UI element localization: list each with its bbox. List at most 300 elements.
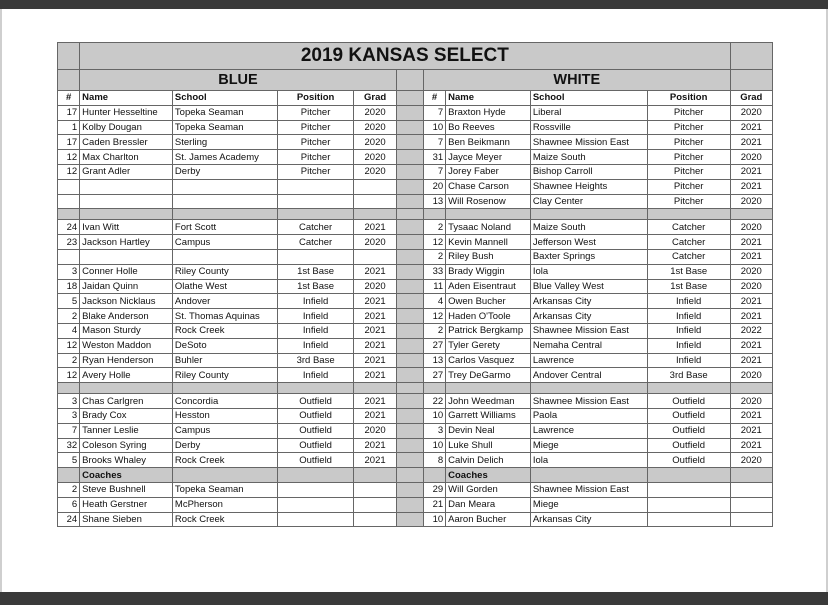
white-cell-position: Infield [647,323,730,338]
blue-cell-name: Grant Adler [80,164,173,179]
separator-cell [58,383,80,394]
white-cell-grad: 2021 [730,249,772,264]
blue-cell-name: Weston Maddon [80,338,173,353]
white-cell-grad: 2021 [730,353,772,368]
white-cell-position: Pitcher [647,120,730,135]
blue-cell-name [80,179,173,194]
column-divider [396,294,423,309]
white-header-school: School [530,91,647,106]
column-divider [396,264,423,279]
blue-cell-number: 4 [58,323,80,338]
white-cell-position: Catcher [647,249,730,264]
separator-cell [423,209,445,220]
blue-cell-school [172,249,277,264]
table-row [58,323,773,338]
table-row [58,179,773,194]
blue-cell-name: Blake Anderson [80,309,173,324]
blue-cell-school: Campus [172,235,277,250]
white-cell-name: Jayce Meyer [446,150,531,165]
blue-cell-position: Outfield [277,408,354,423]
column-divider [396,235,423,250]
white-header-grad: Grad [730,91,772,106]
blue-cell-grad [354,249,396,264]
blue-coaches-label-spacer [58,468,80,483]
column-divider [396,368,423,383]
blue-cell-name: Jaidan Quinn [80,279,173,294]
blue-cell-position: Pitcher [277,150,354,165]
separator-cell [396,383,423,394]
blue-coach-school: McPherson [172,497,277,512]
blue-cell-grad: 2021 [354,323,396,338]
separator-cell [354,383,396,394]
white-cell-name: Haden O'Toole [446,309,531,324]
blue-cell-school: Buhler [172,353,277,368]
column-divider [396,468,423,483]
blue-cell-grad [354,194,396,209]
white-cell-position: Outfield [647,453,730,468]
separator-cell [647,383,730,394]
blue-cell-grad: 2021 [354,264,396,279]
blue-cell-name: Jackson Nicklaus [80,294,173,309]
white-cell-position: Pitcher [647,179,730,194]
white-cell-school: Shawnee Mission East [530,394,647,409]
white-cell-school: Andover Central [530,368,647,383]
white-cell-number: 7 [423,105,445,120]
blue-cell-number: 12 [58,338,80,353]
blue-cell-name: Caden Bressler [80,135,173,150]
white-cell-school: Rossville [530,120,647,135]
white-cell-school: Jefferson West [530,235,647,250]
blue-cell-name: Kolby Dougan [80,120,173,135]
table-row [58,453,773,468]
blue-cell-number: 12 [58,368,80,383]
blue-cell-school: Rock Creek [172,453,277,468]
blue-cell-school: DeSoto [172,338,277,353]
white-cell-grad: 2020 [730,150,772,165]
coach-row [58,497,773,512]
white-cell-school: Maize South [530,150,647,165]
white-coach-school: Miege [530,497,647,512]
white-cell-school: Miege [530,438,647,453]
white-cell-school: Maize South [530,220,647,235]
white-cell-school: Blue Valley West [530,279,647,294]
blue-cell-number: 17 [58,135,80,150]
white-coach-school: Shawnee Mission East [530,482,647,497]
blue-header-grad: Grad [354,91,396,106]
white-cell-position: 1st Base [647,264,730,279]
blue-cell-school: Sterling [172,135,277,150]
table-row [58,423,773,438]
column-divider [396,164,423,179]
separator-cell [730,383,772,394]
table-row [58,235,773,250]
team-divider-cell [396,70,423,91]
blue-cell-number: 3 [58,408,80,423]
table-row [58,220,773,235]
white-cell-number: 3 [423,423,445,438]
blue-cell-position: Outfield [277,453,354,468]
blue-coaches-label: Coaches [80,468,173,483]
roster-table [57,42,773,527]
blue-cell-school: Riley County [172,368,277,383]
blue-cell-school: Derby [172,438,277,453]
blue-cell-school: Campus [172,423,277,438]
blue-header-school: School [172,91,277,106]
table-row [58,438,773,453]
white-cell-name: Tyler Gerety [446,338,531,353]
blue-cell-school: Topeka Seaman [172,105,277,120]
coach-row [58,512,773,527]
white-cell-name: Trey DeGarmo [446,368,531,383]
white-cell-number: 12 [423,235,445,250]
team-right-cell [730,70,772,91]
white-cell-name: Will Rosenow [446,194,531,209]
blue-cell-name: Chas Carlgren [80,394,173,409]
blue-cell-grad: 2020 [354,105,396,120]
white-cell-name: John Weedman [446,394,531,409]
blue-cell-name: Ivan Witt [80,220,173,235]
white-cell-position: Infield [647,294,730,309]
blue-coach-school: Topeka Seaman [172,482,277,497]
white-cell-grad: 2020 [730,368,772,383]
coach-row [58,482,773,497]
column-divider [396,323,423,338]
separator-cell [354,209,396,220]
column-divider [396,150,423,165]
blue-cell-name: Coleson Syring [80,438,173,453]
blue-cell-grad: 2020 [354,135,396,150]
blue-cell-grad: 2020 [354,423,396,438]
column-divider [396,279,423,294]
blue-header-position: Position [277,91,354,106]
column-divider [396,194,423,209]
white-cell-position: Catcher [647,220,730,235]
separator-cell [446,209,531,220]
white-cell-number: 2 [423,323,445,338]
blue-cell-school [172,179,277,194]
group-separator-row [58,209,773,220]
white-cell-number: 7 [423,164,445,179]
white-cell-grad: 2020 [730,453,772,468]
white-coaches-label-fill [730,468,772,483]
white-coach-name: Dan Meara [446,497,531,512]
white-cell-school: Baxter Springs [530,249,647,264]
blue-cell-position: 1st Base [277,264,354,279]
white-cell-position: Pitcher [647,194,730,209]
blue-cell-school: Hesston [172,408,277,423]
white-cell-name: Jorey Faber [446,164,531,179]
white-cell-name: Garrett Williams [446,408,531,423]
separator-cell [730,209,772,220]
white-cell-number: 13 [423,194,445,209]
white-coach-empty [730,482,772,497]
white-cell-school: Nemaha Central [530,338,647,353]
white-cell-position: Outfield [647,408,730,423]
blue-coach-empty [354,512,396,527]
blue-cell-name: Max Charlton [80,150,173,165]
blue-coach-number: 2 [58,482,80,497]
blue-cell-school: Concordia [172,394,277,409]
white-coaches-label-fill [530,468,647,483]
white-cell-name: Owen Bucher [446,294,531,309]
blue-cell-grad: 2021 [354,368,396,383]
white-header-position: Position [647,91,730,106]
white-cell-number: 31 [423,150,445,165]
blue-cell-name: Hunter Hesseltine [80,105,173,120]
blue-header-name: Name [80,91,173,106]
white-cell-grad: 2021 [730,135,772,150]
column-divider [396,482,423,497]
white-cell-school: Paola [530,408,647,423]
blue-cell-grad: 2020 [354,235,396,250]
page-left-edge [0,9,2,592]
white-header-name: Name [446,91,531,106]
blue-cell-school: St. Thomas Aquinas [172,309,277,324]
white-cell-number: 10 [423,120,445,135]
white-cell-grad: 2021 [730,408,772,423]
blue-cell-position: Pitcher [277,164,354,179]
blue-cell-number: 18 [58,279,80,294]
blue-cell-name: Jackson Hartley [80,235,173,250]
white-cell-position: Outfield [647,438,730,453]
blue-cell-school: St. James Academy [172,150,277,165]
blue-cell-position: 3rd Base [277,353,354,368]
white-cell-school: Lawrence [530,423,647,438]
separator-cell [80,383,173,394]
white-header-number: # [423,91,445,106]
white-coaches-label-fill [647,468,730,483]
white-cell-school: Clay Center [530,194,647,209]
blue-cell-school: Olathe West [172,279,277,294]
column-divider [396,91,423,106]
white-cell-number: 8 [423,453,445,468]
blue-cell-school: Rock Creek [172,323,277,338]
blue-cell-number: 12 [58,150,80,165]
white-cell-grad: 2021 [730,294,772,309]
blue-cell-number: 12 [58,164,80,179]
white-coaches-label-spacer [423,468,445,483]
blue-cell-number: 7 [58,423,80,438]
white-cell-position: Catcher [647,235,730,250]
blue-coach-number: 24 [58,512,80,527]
blue-cell-position: 1st Base [277,279,354,294]
white-coach-empty [647,482,730,497]
blue-cell-number: 3 [58,264,80,279]
blue-cell-number [58,194,80,209]
blue-cell-school [172,194,277,209]
column-divider [396,105,423,120]
table-row [58,164,773,179]
white-cell-name: Chase Carson [446,179,531,194]
column-divider [396,408,423,423]
white-coach-name: Will Gorden [446,482,531,497]
blue-coach-number: 6 [58,497,80,512]
column-divider [396,453,423,468]
column-divider [396,220,423,235]
blue-cell-school: Andover [172,294,277,309]
white-cell-grad: 2021 [730,235,772,250]
white-cell-name: Devin Neal [446,423,531,438]
blue-cell-grad: 2020 [354,164,396,179]
blue-cell-position [277,194,354,209]
white-coach-school: Arkansas City [530,512,647,527]
blue-cell-number: 17 [58,105,80,120]
blue-cell-position: Pitcher [277,105,354,120]
blue-cell-number [58,179,80,194]
blue-cell-grad: 2021 [354,338,396,353]
white-cell-grad: 2021 [730,438,772,453]
table-row [58,249,773,264]
white-cell-grad: 2021 [730,423,772,438]
blue-cell-number: 1 [58,120,80,135]
separator-cell [80,209,173,220]
white-coach-empty [730,497,772,512]
separator-cell [647,209,730,220]
separator-cell [446,383,531,394]
separator-cell [172,209,277,220]
white-cell-school: Shawnee Heights [530,179,647,194]
white-cell-number: 2 [423,249,445,264]
white-cell-grad: 2021 [730,179,772,194]
table-row [58,279,773,294]
table-row [58,368,773,383]
white-cell-school: Bishop Carroll [530,164,647,179]
blue-cell-school: Derby [172,164,277,179]
separator-cell [423,383,445,394]
blue-coaches-label-fill [354,468,396,483]
blue-coach-school: Rock Creek [172,512,277,527]
white-cell-grad: 2021 [730,338,772,353]
blue-cell-grad: 2021 [354,438,396,453]
white-cell-grad: 2020 [730,220,772,235]
column-divider [396,135,423,150]
separator-cell [277,209,354,220]
table-row [58,105,773,120]
blue-cell-grad: 2021 [354,453,396,468]
blue-cell-position: Outfield [277,423,354,438]
white-cell-position: Outfield [647,394,730,409]
white-cell-school: Iola [530,264,647,279]
blue-cell-school: Riley County [172,264,277,279]
white-cell-number: 27 [423,338,445,353]
white-cell-grad: 2021 [730,164,772,179]
blue-cell-grad: 2020 [354,120,396,135]
white-cell-number: 2 [423,220,445,235]
table-row [58,394,773,409]
blue-coach-name: Steve Bushnell [80,482,173,497]
viewer-top-bar [0,0,828,9]
blue-cell-name [80,249,173,264]
white-cell-name: Aden Eisentraut [446,279,531,294]
white-cell-grad: 2020 [730,279,772,294]
blue-cell-position [277,179,354,194]
blue-cell-number: 23 [58,235,80,250]
blue-coach-empty [277,482,354,497]
white-cell-name: Patrick Bergkamp [446,323,531,338]
blue-cell-position: Infield [277,368,354,383]
white-cell-grad: 2020 [730,264,772,279]
white-cell-name: Riley Bush [446,249,531,264]
white-cell-name: Braxton Hyde [446,105,531,120]
column-header-row [58,91,773,106]
white-cell-number: 12 [423,309,445,324]
title-left-cell [58,43,80,70]
blue-cell-school: Topeka Seaman [172,120,277,135]
column-divider [396,423,423,438]
blue-header-number: # [58,91,80,106]
blue-cell-position: Pitcher [277,120,354,135]
column-divider [396,512,423,527]
white-cell-name: Calvin Delich [446,453,531,468]
blue-cell-position: Outfield [277,394,354,409]
table-row [58,309,773,324]
white-cell-position: Outfield [647,423,730,438]
blue-coach-empty [354,497,396,512]
separator-cell [172,383,277,394]
blue-cell-name: Brooks Whaley [80,453,173,468]
white-cell-number: 13 [423,353,445,368]
blue-cell-position [277,249,354,264]
white-cell-school: Shawnee Mission East [530,135,647,150]
blue-coach-name: Heath Gerstner [80,497,173,512]
team-left-cell [58,70,80,91]
page-title: 2019 KANSAS SELECT [80,43,730,70]
white-coach-name: Aaron Bucher [446,512,531,527]
blue-cell-number [58,249,80,264]
white-cell-position: Infield [647,309,730,324]
white-cell-number: 20 [423,179,445,194]
blue-coach-empty [277,512,354,527]
blue-cell-number: 24 [58,220,80,235]
blue-cell-name: Ryan Henderson [80,353,173,368]
white-team-heading: WHITE [423,70,730,91]
title-right-cell [730,43,772,70]
white-cell-name: Brady Wiggin [446,264,531,279]
white-cell-number: 11 [423,279,445,294]
white-cell-position: Pitcher [647,164,730,179]
white-coach-empty [647,512,730,527]
blue-cell-name: Avery Holle [80,368,173,383]
white-coach-number: 21 [423,497,445,512]
white-cell-number: 33 [423,264,445,279]
white-cell-name: Bo Reeves [446,120,531,135]
column-divider [396,179,423,194]
group-separator-row [58,383,773,394]
table-row [58,150,773,165]
table-row [58,408,773,423]
white-cell-grad: 2021 [730,120,772,135]
blue-cell-name: Tanner Leslie [80,423,173,438]
blue-cell-grad: 2021 [354,294,396,309]
white-cell-school: Liberal [530,105,647,120]
blue-cell-position: Pitcher [277,135,354,150]
blue-coach-empty [277,497,354,512]
blue-cell-grad: 2021 [354,353,396,368]
blue-cell-number: 3 [58,394,80,409]
blue-coaches-label-fill [277,468,354,483]
viewer-bottom-bar [0,592,828,605]
white-coach-number: 29 [423,482,445,497]
column-divider [396,497,423,512]
table-row [58,338,773,353]
blue-cell-name: Brady Cox [80,408,173,423]
white-cell-number: 27 [423,368,445,383]
table-row [58,294,773,309]
white-cell-school: Shawnee Mission East [530,323,647,338]
column-divider [396,309,423,324]
blue-cell-number: 2 [58,309,80,324]
blue-cell-position: Infield [277,294,354,309]
